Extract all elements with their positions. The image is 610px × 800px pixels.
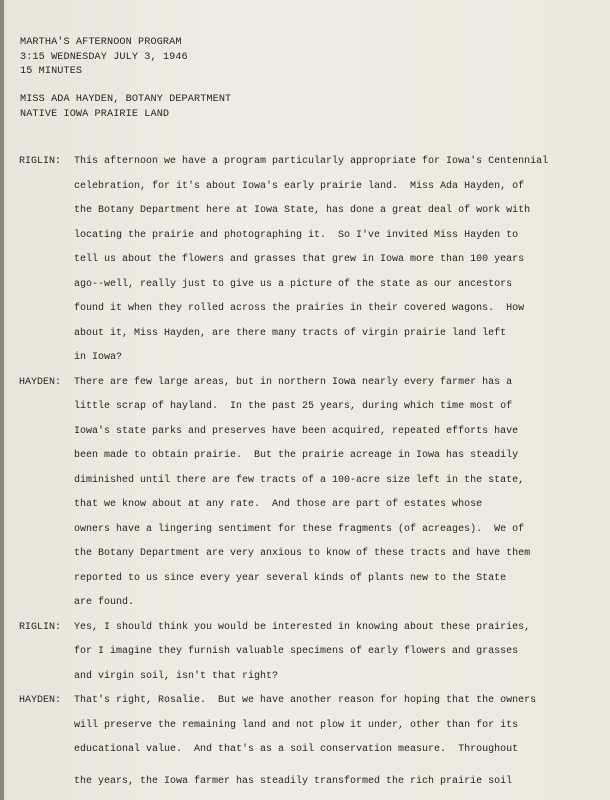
program-duration: 15 MINUTES xyxy=(20,66,83,77)
dialogue-line: reported to us since every year several kinds of plants new to the State xyxy=(74,572,507,584)
speaker-label: RIGLIN: xyxy=(19,156,62,167)
dialogue-line: tell us about the flowers and grasses that grew in Iowa more than 100 years xyxy=(74,254,525,265)
dialogue-paragraph xyxy=(19,616,599,690)
dialogue-line: found it when they rolled across the prairies in their covered wagons. How xyxy=(74,303,525,314)
dialogue-line: the Botany Department are very anxious to know of these tracts and have them xyxy=(74,548,531,559)
dialogue-line: in Iowa? xyxy=(74,352,123,363)
radio-script xyxy=(19,150,599,794)
guest-header xyxy=(20,93,231,122)
dialogue-line: and virgin soil, isn't that right? xyxy=(74,670,279,682)
dialogue-line: diminished until there are few tracts of a 100-acre size left in the state, xyxy=(74,474,525,486)
page-edge-shadow xyxy=(0,0,4,800)
dialogue-line: locating the prairie and photographing it. So I've invited Miss Hayden to xyxy=(74,229,519,241)
program-title: MARTHA'S AFTERNOON PROGRAM xyxy=(20,37,182,48)
dialogue-line: for I imagine they furnish valuable specimens of early flowers and grasses xyxy=(74,646,519,657)
dialogue-line: are found. xyxy=(74,597,135,608)
program-header xyxy=(20,36,188,80)
dialogue-line: the Botany Department here at Iowa State, has done a great deal of work with xyxy=(74,205,531,216)
dialogue-paragraph xyxy=(19,150,599,371)
dialogue-paragraph xyxy=(19,689,599,794)
dialogue-line: about it, Miss Hayden, are there many tracts of virgin prairie land left xyxy=(74,327,507,339)
dialogue-line: ago--well, really just to give us a picture of the state as our ancestors xyxy=(74,278,513,290)
dialogue-line: owners have a lingering sentiment for these fragments (of acreages). We of xyxy=(74,523,525,535)
dialogue-line: That's right, Rosalie. But we have another reason for hoping that the owners xyxy=(74,695,537,706)
speaker-label: HAYDEN: xyxy=(19,376,62,388)
dialogue-line: the years, the Iowa farmer has steadily transformed the rich prairie soil xyxy=(74,775,513,787)
dialogue-line: that we know about at any rate. And those are part of estates whose xyxy=(74,499,483,510)
dialogue-line: There are few large areas, but in northern Iowa nearly every farmer has a xyxy=(74,376,513,388)
dialogue-line: celebration, for it's about Iowa's early prairie land. Miss Ada Hayden, of xyxy=(74,180,525,192)
dialogue-paragraph xyxy=(19,371,599,616)
broadcast-time-date: 3:15 WEDNESDAY JULY 3, 1946 xyxy=(20,51,188,63)
dialogue-line: Yes, I should think you would be interested in knowing about these prairies, xyxy=(74,621,531,633)
dialogue-line: will preserve the remaining land and not plow it under, other than for its xyxy=(74,719,519,731)
dialogue-line: little scrap of hayland. In the past 25 years, during which time most of xyxy=(74,401,513,412)
dialogue-line: educational value. And that's as a soil conservation measure. Throughout xyxy=(74,744,519,755)
dialogue-line: been made to obtain prairie. But the prairie acreage in Iowa has steadily xyxy=(74,450,519,461)
dialogue-line: Iowa's state parks and preserves have been acquired, repeated efforts have xyxy=(74,425,519,437)
dialogue-line: This afternoon we have a program particularly appropriate for Iowa's Centennial xyxy=(74,156,549,167)
speaker-label: HAYDEN: xyxy=(19,695,62,706)
guest-name: MISS ADA HAYDEN, BOTANY DEPARTMENT xyxy=(20,94,232,105)
speaker-label: RIGLIN: xyxy=(19,621,62,633)
program-topic: NATIVE IOWA PRAIRIE LAND xyxy=(20,108,170,120)
